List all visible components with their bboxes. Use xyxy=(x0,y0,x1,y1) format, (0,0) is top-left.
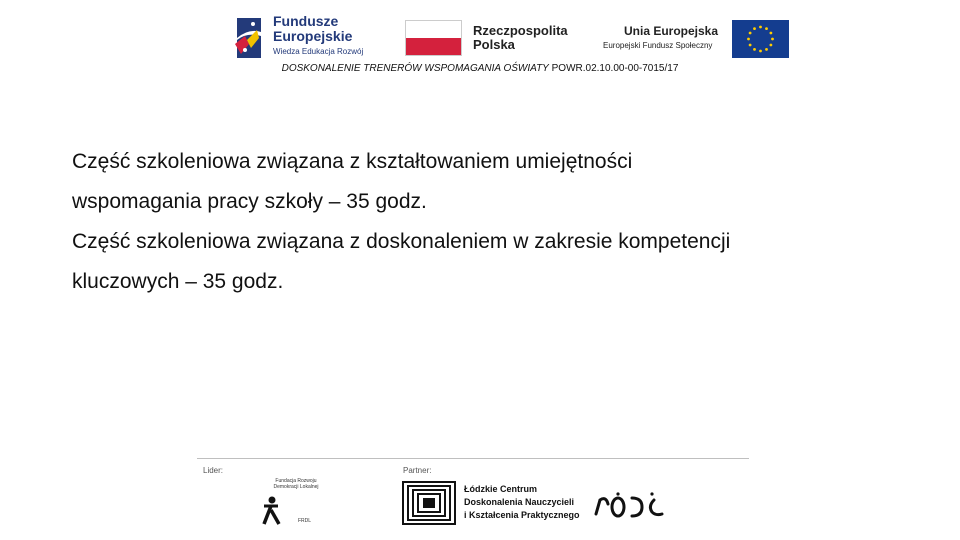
ldc-line-2: Doskonalenia Nauczycieli xyxy=(464,497,575,507)
ue-logo-line1: Unia Europejska xyxy=(624,24,719,38)
body-line-3: Część szkoleniowa związana z doskonaleniem w zakresie kompetencji xyxy=(72,230,731,253)
fe-logo-line3: Wiedza Edukacja Rozwój xyxy=(273,47,364,56)
ldc-squares-icon xyxy=(402,481,456,525)
footer-divider xyxy=(197,458,749,459)
slide-body xyxy=(72,142,932,302)
pl-logo-line2: Polska xyxy=(473,37,515,52)
ldc-logo xyxy=(402,481,580,527)
body-line-2: wspomagania pracy szkoły – 35 godz. xyxy=(72,190,427,213)
pl-logo-line1: Rzeczpospolita xyxy=(473,23,568,38)
frdl-logo xyxy=(258,478,328,528)
fe-logo-line1: Fundusze xyxy=(273,13,339,29)
ldc-line-1: Łódzkie Centrum xyxy=(464,484,538,494)
body-line-4: kluczowych – 35 godz. xyxy=(72,270,284,293)
project-title xyxy=(0,63,960,74)
lider-label: Lider: xyxy=(203,466,224,475)
body-line-1: Część szkoleniowa związana z kształtowaniem umiejętności xyxy=(72,150,633,173)
fundusze-europejskie-logo xyxy=(233,12,378,62)
fe-logo-line2: Europejskie xyxy=(273,28,353,44)
unia-europejska-logo xyxy=(600,20,790,60)
frdl-logo-mark: FRDL xyxy=(298,518,312,524)
polish-flag-icon xyxy=(405,20,462,56)
rodn-logo xyxy=(592,490,666,520)
walking-figure-icon xyxy=(260,496,282,526)
project-name: DOSKONALENIE TRENERÓW WSPOMAGANIA OŚWIATY xyxy=(281,63,549,74)
rzeczpospolita-polska-logo xyxy=(405,20,575,58)
fundusze-europejskie-icon xyxy=(233,14,265,60)
ue-logo-line2: Europejski Fundusz Społeczny xyxy=(603,41,713,50)
header-logos xyxy=(0,12,960,62)
partner-label: Partner: xyxy=(403,466,432,475)
eu-flag-icon xyxy=(732,20,789,58)
ldc-line-3: i Kształcenia Praktycznego xyxy=(464,510,580,520)
project-code: POWR.02.10.00-00-7015/17 xyxy=(548,63,679,74)
frdl-logo-text: Fundacja Rozwoju Demokracji Lokalnej xyxy=(273,478,319,490)
